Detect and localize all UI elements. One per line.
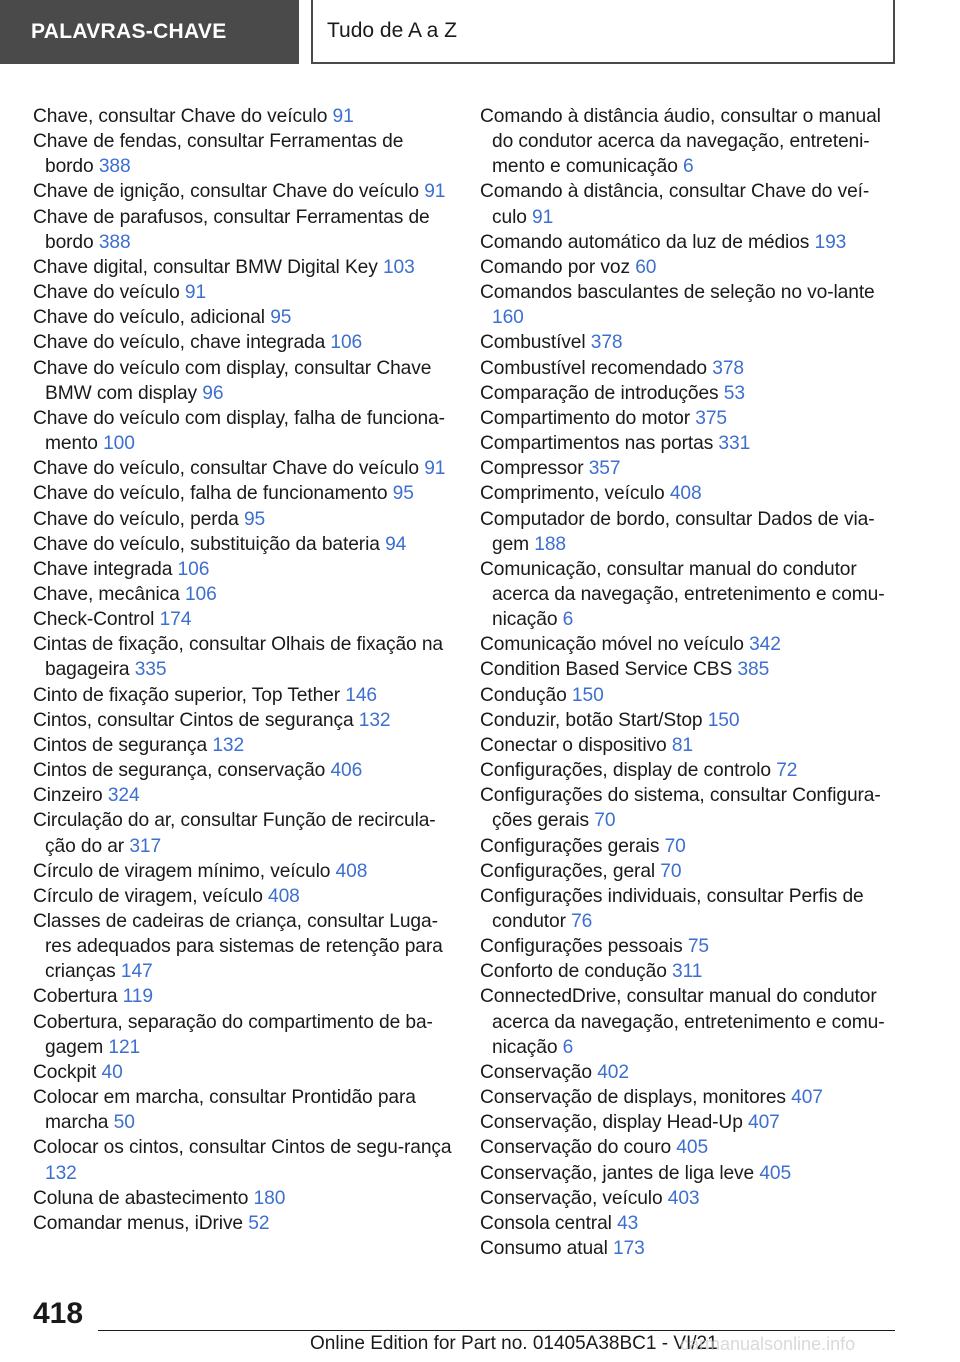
index-entry [480,1110,900,1135]
index-page-link[interactable]: 106 [184,583,217,605]
index-entry-text: Configurações, geral [480,860,661,882]
index-entry-text: Colocar os cintos, consultar Cintos de segu-rança [33,1137,452,1159]
index-page-link[interactable]: 95 [392,483,414,505]
index-page-link[interactable]: 132 [358,709,391,731]
index-page-link[interactable]: 388 [98,231,131,253]
index-page-link[interactable]: 75 [687,936,709,958]
index-page-link[interactable]: 408 [669,483,702,505]
index-entry [33,179,453,204]
index-entry [33,532,453,557]
index-entry-text: Cintos, consultar Cintos de segurança [33,709,359,731]
index-entry [480,1085,900,1110]
index-entry-text: Configurações individuais, consultar Perfis de condutor [480,885,864,932]
index-entry-text: Chave do veículo, perda [33,508,244,530]
index-entry-text: Colocar em marcha, consultar Prontidão para marcha [33,1087,416,1134]
index-page-link[interactable]: 388 [98,156,131,178]
index-entry-text: Combustível recomendado [480,357,713,379]
index-entry-text: Chave do veículo [33,282,185,304]
index-entry-text: Configurações do sistema, consultar Configura-ções gerais [480,785,881,832]
index-entry [480,230,900,255]
index-entry [33,808,453,858]
index-page-link[interactable]: 403 [667,1187,700,1209]
index-page-link[interactable]: 174 [159,609,192,631]
index-entry [33,1186,453,1211]
index-entry [480,783,900,833]
index-page-link[interactable]: 406 [330,760,363,782]
index-entry-text: Cinzeiro [33,785,108,807]
index-entry-text: Comando à distância áudio, consultar o manual do condutor acerca da navegação, entreteni-mento e comunicação [480,106,881,178]
index-entry-text: Conservação [480,1061,598,1083]
index-entry [480,381,900,406]
index-entry [33,783,453,808]
index-entry [33,481,453,506]
section-tab: PALAVRAS-CHAVE [0,0,299,64]
index-page-link[interactable]: 43 [617,1212,639,1234]
index-entry [480,481,900,506]
index-entry-text: Combustível [480,332,591,354]
index-entry [33,984,453,1009]
index-entry [480,330,900,355]
index-entry [480,1135,900,1160]
index-entry [480,104,900,179]
index-entry [480,255,900,280]
index-entry [33,1135,453,1185]
index-entry [480,1161,900,1186]
index-entry [480,280,900,330]
index-entry-text: Comunicação móvel no veículo [480,634,750,656]
page-header [0,0,960,66]
index-entry [480,859,900,884]
index-entry-text: Chave do veículo, consultar Chave do veículo [33,458,425,480]
index-entry [33,632,453,682]
index-entry-text: Comandar menus, iDrive [33,1212,249,1234]
index-entry-text: Classes de cadeiras de criança, consultar Luga-res adequados para sistemas de retenção para crianças [33,911,443,983]
index-entry-text: Chave integrada [33,558,178,580]
index-entry-text: Cobertura, separação do compartimento de ba-gagem [33,1011,433,1058]
footer-divider [98,1330,895,1331]
index-entry [480,683,900,708]
index-page-link[interactable]: 405 [759,1162,792,1184]
index-entry [33,733,453,758]
index-entry [480,934,900,959]
index-entry [33,280,453,305]
index-page-link[interactable]: 119 [122,986,153,1008]
index-page-link[interactable]: 342 [749,634,781,656]
index-entry [33,1085,453,1135]
index-entry [33,255,453,280]
index-page-link[interactable]: 385 [737,659,770,681]
chapter-title: Tudo de A a Z [311,0,895,64]
index-entry-text: Compartimento do motor [480,407,696,429]
index-entry-text: Comparação de introduções [480,382,724,404]
index-page-link[interactable]: 106 [177,558,210,580]
index-page-link[interactable]: 91 [424,458,446,480]
index-entry-text: Conservação do couro [480,1137,677,1159]
index-entry [480,632,900,657]
index-entry-text: Comprimento, veículo [480,483,670,505]
index-entry-text: Chave de ignição, consultar Chave do veículo [33,181,425,203]
index-entry [480,507,900,557]
index-entry-text: Conservação, display Head-Up [480,1112,748,1134]
index-entry [480,884,900,934]
index-entry-text: Chave do veículo com display, falha de funciona-mento [33,407,445,455]
index-entry [480,356,900,381]
index-entry [33,557,453,582]
index-page-link[interactable]: 402 [597,1061,629,1083]
index-entry [480,959,900,984]
index-page-link[interactable]: 6 [683,156,694,178]
index-entry [33,1211,453,1236]
index-entry [33,305,453,330]
index-page-link[interactable]: 6 [562,1036,574,1058]
index-page-link[interactable]: 160 [492,307,524,329]
index-entry-text: Círculo de viragem mínimo, veículo [33,860,336,882]
watermark: carmanualsonline.info [680,1334,856,1354]
index-page-link[interactable]: 94 [385,533,407,555]
index-entry-text: Cintas de fixação, consultar Olhais de fixação na bagageira [33,634,443,681]
index-entry-text: Configurações gerais [480,835,665,857]
index-page-link[interactable]: 132 [212,734,245,756]
index-page-link[interactable]: 70 [594,810,616,832]
index-page-link[interactable]: 91 [532,206,554,228]
index-entry [480,1236,900,1261]
index-page-link[interactable]: 106 [330,332,363,354]
index-entry-text: Cintos de segurança, conservação [33,760,331,782]
index-entry-text: Circulação do ar, consultar Função de recircula-ção do ar [33,810,436,857]
index-page-link[interactable]: 50 [113,1112,135,1134]
index-page-link[interactable]: 121 [108,1036,141,1058]
index-page-link[interactable]: 311 [672,961,703,983]
index-page-link[interactable]: 100 [103,433,135,455]
index-page-link[interactable]: 173 [613,1238,645,1260]
index-page-link[interactable]: 91 [184,282,207,304]
index-page-link[interactable]: 180 [253,1187,286,1209]
index-page-link[interactable]: 405 [676,1137,709,1159]
index-page-link[interactable]: 6 [562,609,574,631]
index-entry [480,984,900,1059]
index-entry-text: Chave digital, consultar BMW Digital Key [33,256,383,278]
index-page-link[interactable]: 408 [268,885,300,907]
index-entry [33,859,453,884]
index-entry-text: Cinto de fixação superior, Top Tether [33,684,346,706]
index-page-link[interactable]: 76 [571,911,593,932]
index-entry-text: Coluna de abastecimento [33,1187,254,1209]
index-entry-text: Chave do veículo, substituição da bateria [33,533,386,555]
index-entry [33,406,453,456]
index-entry-text: ConnectedDrive, consultar manual do condutor acerca da navegação, entretenimento e comu-nicação [480,986,885,1058]
index-entry-text: Chave, mecânica [33,583,185,605]
index-entry-text: Chave de parafusos, consultar Ferramentas de bordo [33,206,430,253]
index-page-link[interactable]: 150 [707,709,740,731]
index-entry-text: Cockpit [33,1061,102,1083]
index-page-link[interactable]: 72 [776,760,798,782]
index-page-link[interactable]: 324 [107,785,140,807]
index-entry-text: Comunicação, consultar manual do condutor acerca da navegação, entretenimento e comu-nicação [480,558,885,631]
index-entry [33,607,453,632]
index-page-link[interactable]: 53 [723,382,745,404]
index-entry [480,431,900,456]
index-entry [480,733,900,758]
index-page-link[interactable]: 331 [718,433,751,455]
index-entry-text: Chave do veículo, chave integrada [33,332,331,354]
index-entry-text: Conectar o dispositivo [480,734,672,756]
index-page-link[interactable]: 70 [664,835,686,857]
index-entry-text: Compartimentos nas portas [480,433,719,455]
index-page-link[interactable]: 335 [134,659,167,681]
index-entry-text: Condition Based Service CBS [480,659,738,681]
index-page-link[interactable]: 91 [332,106,354,127]
index-page-link[interactable]: 52 [248,1212,270,1234]
index-page-link[interactable]: 40 [101,1061,123,1083]
index-entry-text: Conservação de displays, monitores [480,1087,792,1109]
index-entry [480,1186,900,1211]
index-page-link[interactable]: 91 [424,181,446,203]
index-entry [480,1211,900,1236]
index-page-link[interactable]: 357 [588,458,621,480]
edition-note: Online Edition for Part no. 01405A38BC1 - VI/21 [310,1333,718,1354]
index-entry [33,683,453,708]
index-entry-text: Condução [480,684,572,706]
index-entry [33,1010,453,1060]
index-entry [33,507,453,532]
index-page-link[interactable]: 132 [45,1162,77,1184]
index-page-link[interactable]: 375 [695,407,727,429]
index-page-link[interactable]: 103 [382,256,415,278]
index-page-link[interactable]: 147 [120,961,153,983]
index-entry-text: Conforto de condução [480,961,673,983]
index-page-link[interactable]: 378 [712,357,744,379]
index-page-link[interactable]: 95 [243,508,266,530]
index-page-link[interactable]: 317 [129,835,162,857]
index-entry-text: Consola central [480,1212,618,1234]
index-page-link[interactable]: 188 [534,533,566,555]
index-page-link[interactable]: 81 [671,734,693,756]
index-entry-text: Configurações, display de controlo [480,760,777,782]
index-entry-text: Comando por voz [480,256,636,278]
index-entry-text: Check-Control [33,609,160,631]
index-entry-text: Círculo de viragem, veículo [33,885,269,907]
index-entry-text: Configurações pessoais [480,936,688,958]
index-entry [33,884,453,909]
index-column-right [480,104,900,1261]
index-entry-text: Comandos basculantes de seleção no vo-lante [480,282,875,304]
index-entry [480,557,900,632]
index-entry [33,129,453,179]
index-page-link[interactable]: 60 [635,256,657,278]
page-number: 418 [33,1297,84,1330]
index-entry [33,708,453,733]
index-entry-text: Cobertura [33,986,123,1008]
index-entry [33,205,453,255]
index-entry-text: Chave do veículo, falha de funcionamento [33,483,393,505]
index-page-link[interactable]: 146 [345,684,377,706]
index-entry-text: Chave do veículo com display, consultar Chave BMW com display [33,357,432,404]
index-entry [33,582,453,607]
index-entry [33,104,453,129]
index-entry [480,179,900,229]
index-entry [33,1060,453,1085]
index-entry [480,1060,900,1085]
index-entry-text: Chave de fendas, consultar Ferramentas de bordo [33,131,404,178]
index-page-link[interactable]: 193 [814,231,847,253]
index-page-link[interactable]: 378 [590,332,623,354]
index-column-left [33,104,453,1236]
index-entry-text: Consumo atual [480,1238,613,1260]
index-entry [33,456,453,481]
index-page-link[interactable]: 407 [791,1087,823,1109]
index-entry [33,330,453,355]
index-page-link[interactable]: 95 [270,307,292,329]
index-entry-text: Comando automático da luz de médios [480,231,815,253]
index-page-link[interactable]: 70 [660,860,682,882]
index-entry [480,758,900,783]
index-entry-text: Chave do veículo, adicional [33,307,271,329]
index-entry-text: Comando à distância, consultar Chave do veí-culo [480,181,870,228]
index-page-link[interactable]: 150 [571,684,604,706]
index-entry [480,456,900,481]
index-entry-text: Conservação, jantes de liga leve [480,1162,760,1184]
index-entry-text: Cintos de segurança [33,734,213,756]
index-entry-text: Computador de bordo, consultar Dados de via-gem [480,508,875,555]
index-entry [480,834,900,859]
index-page-link[interactable]: 407 [748,1112,780,1134]
index-page-link[interactable]: 96 [202,382,224,404]
index-entry [33,909,453,984]
index-entry [480,657,900,682]
index-entry-text: Conduzir, botão Start/Stop [480,709,708,731]
index-entry [480,406,900,431]
index-entry [480,708,900,733]
index-entry-text: Compressor [480,458,589,480]
index-entry [33,758,453,783]
index-page-link[interactable]: 408 [335,860,368,882]
index-entry-text: Conservação, veículo [480,1187,668,1209]
index-entry-text: Chave, consultar Chave do veículo [33,106,333,127]
index-entry [33,356,453,406]
